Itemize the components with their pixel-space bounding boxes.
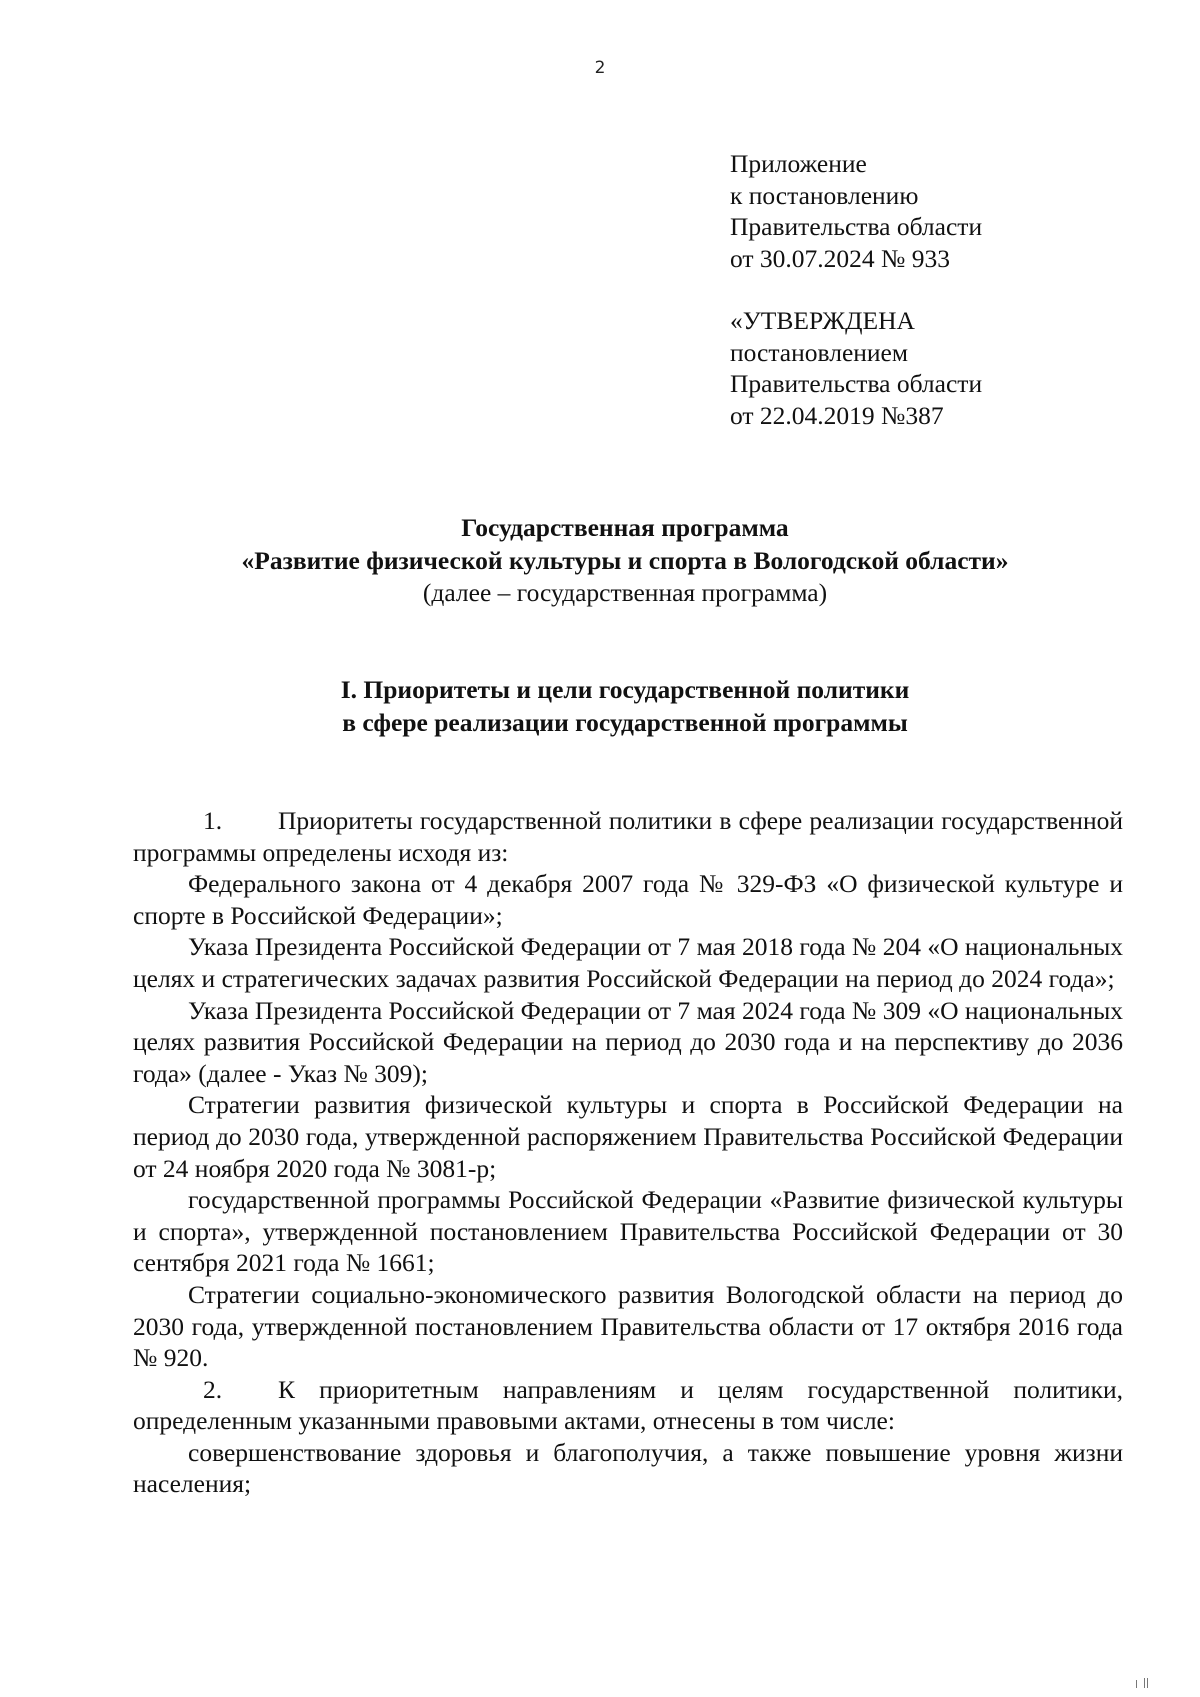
approval-line: Правительства области [730, 369, 983, 398]
approval-line: «УТВЕРЖДЕНА [730, 306, 915, 335]
paragraph-text: Федерального закона от 4 декабря 2007 года № 329-ФЗ «О физической культуре и спорте в Российской Федерации»; [133, 869, 1123, 930]
paragraph-text: Стратегии социально-экономического развития Вологодской области на период до 2030 года, утвержденной постановлением Правительства области от 17 октября 2016 года № 920. [133, 1279, 1123, 1373]
paragraph-text: Указа Президента Российской Федерации от 7 мая 2018 года № 204 «О национальных целях и стратегических задачах развития Российской Федерации на период до 2024 года»; [133, 932, 1123, 993]
paragraph [133, 805, 1123, 868]
section-heading [0, 673, 1200, 739]
body-text [133, 805, 1123, 1500]
approval-line: от 22.04.2019 №387 [730, 400, 944, 430]
paragraph-text: К приоритетным направлениям и целям государственной политики, определенным указанными правовыми актами, отнесены в том числе: [133, 1374, 1123, 1436]
approval-line: постановлением [730, 337, 909, 367]
appendix-line: Правительства области [730, 212, 983, 241]
appendix-block [730, 148, 1150, 274]
page-number: 2 [594, 58, 606, 78]
paragraph [133, 995, 1123, 1090]
scan-artifact [1132, 1678, 1162, 1688]
paragraph-text: Приоритеты государственной политики в сфере реализации государственной программы определены исходя из: [133, 806, 1123, 867]
paragraph [133, 1184, 1123, 1279]
paragraph-number: 1. [203, 806, 223, 835]
approval-stamp-block [730, 305, 1150, 431]
paragraph [133, 931, 1123, 994]
program-title-note: (далее – государственная программа) [422, 578, 828, 607]
paragraph-number: 2. [203, 1374, 223, 1404]
appendix-line: Приложение [730, 149, 867, 178]
appendix-line: от 30.07.2024 № 933 [730, 243, 951, 273]
paragraph-text: Указа Президента Российской Федерации от 7 мая 2024 года № 309 «О национальных целях развития Российской Федерации на период до 2030 года и на перспективу до 2036 года» (далее - Указ № 309); [133, 995, 1123, 1088]
program-title [0, 512, 1200, 610]
paragraph [133, 1089, 1123, 1184]
paragraph-text: государственной программы Российской Федерации «Развитие физической культуры и спорта», утвержденной постановлением Правительства Российской Федерации от 30 сентября 2021 года № 1661; [133, 1185, 1123, 1278]
program-title-line: Государственная программа [461, 513, 789, 542]
paragraph [133, 1374, 1123, 1437]
section-heading-line: I. Приоритеты и цели государственной политики [340, 675, 910, 704]
section-heading-line: в сфере реализации государственной программы [342, 708, 908, 737]
paragraph-text: совершенствование здоровья и благополучия, а также повышение уровня жизни населения; [133, 1437, 1123, 1499]
appendix-line: к постановлению [730, 180, 919, 210]
paragraph [133, 1437, 1123, 1500]
paragraph-text: Стратегии развития физической культуры и спорта в Российской Федерации на период до 2030 года, утвержденной распоряжением Правительства Российской Федерации от 24 ноября 2020 года № 3081-р; [133, 1090, 1123, 1183]
program-title-line: «Развитие физической культуры и спорта в Вологодской области» [241, 545, 1009, 575]
paragraph [133, 1279, 1123, 1374]
paragraph [133, 868, 1123, 931]
